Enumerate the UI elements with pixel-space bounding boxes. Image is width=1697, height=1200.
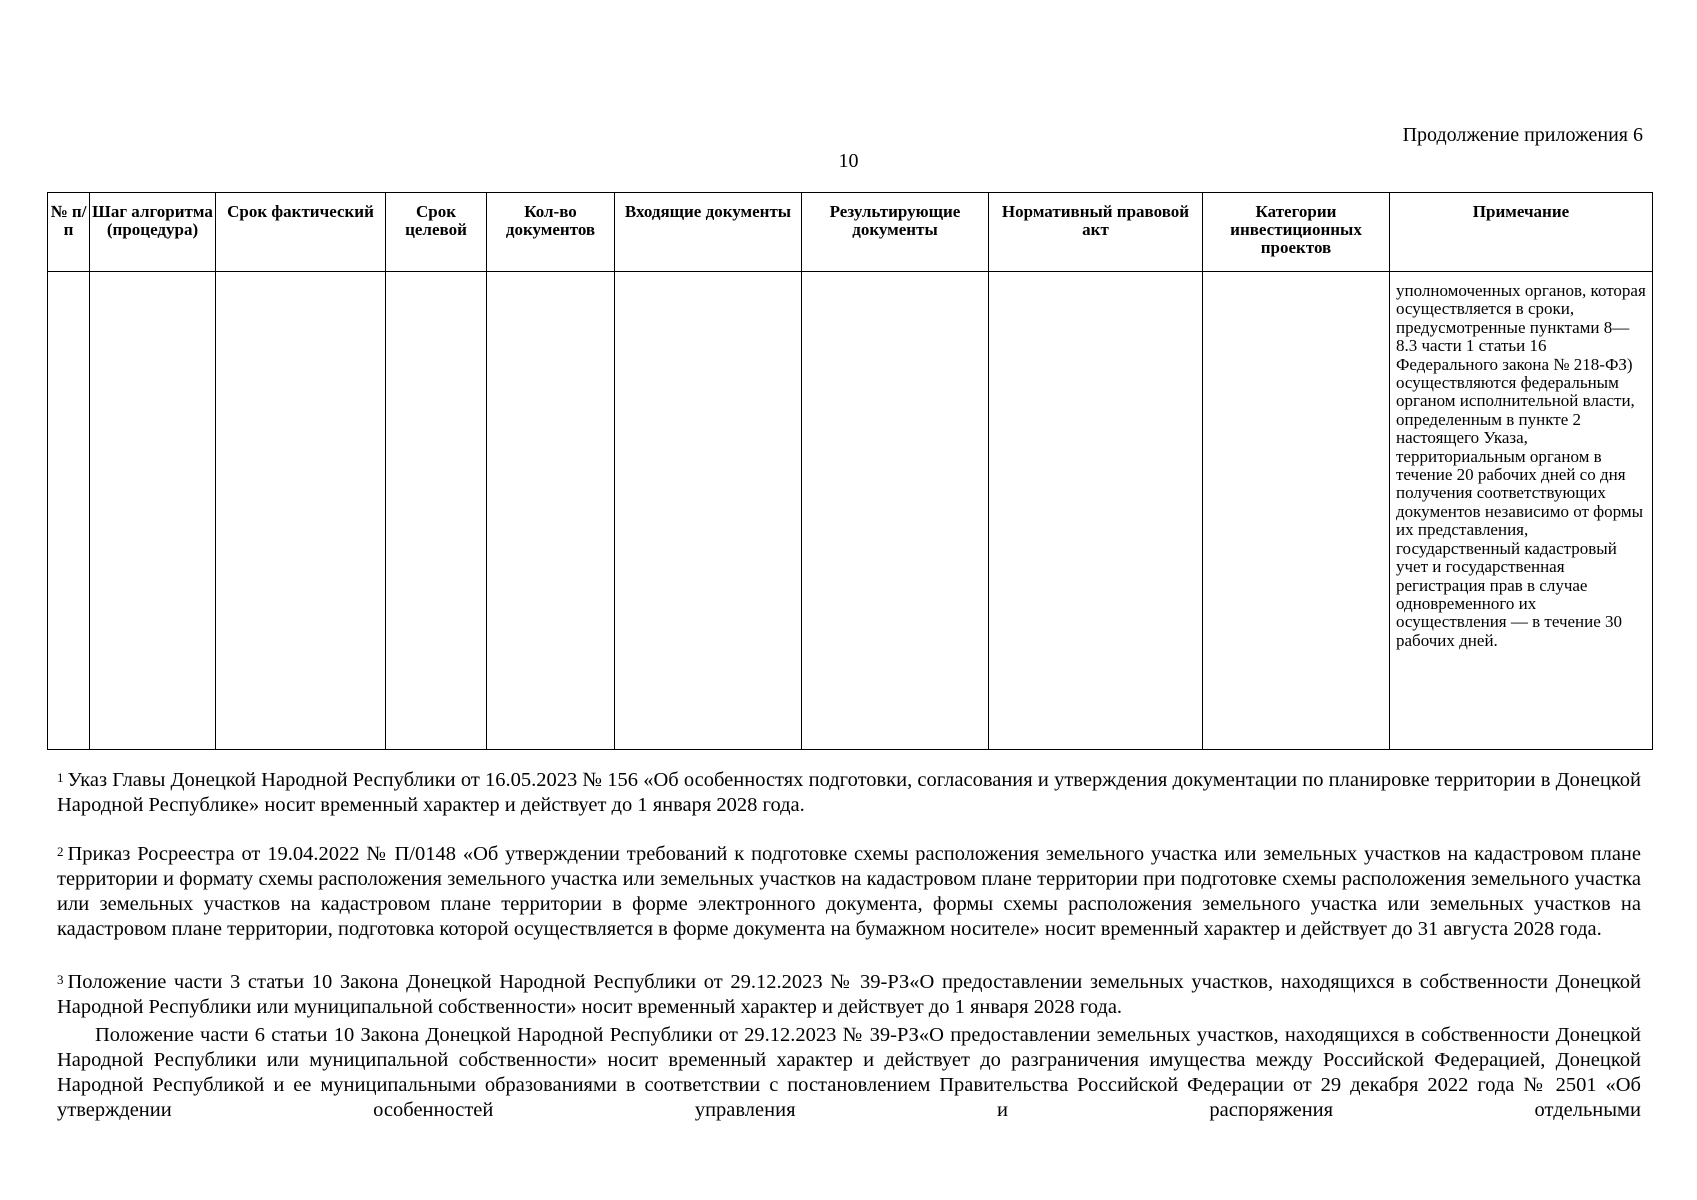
appendix-label: Продолжение приложения 6 [1402, 124, 1643, 146]
column-header-actual-term: Срок фактический [216, 193, 386, 272]
cell-actual-term [216, 272, 386, 750]
cell-note: уполномоченных органов, которая осуществляется в сроки, предусмотренные пунктами 8—8.3 части 1 статьи 16 Федерального закона № 218-ФЗ) осуществляются федеральным органом исполнительной власти, определенным в пункте 2 настоящего Указа, территориальным органом в течение 20 рабочих дней со дня получения соответствующих документов независимо от формы их представления, государственный кадастровый учет и государственная регистрация прав в случае одновременного их осуществления — в течение 30 рабочих дней. [1390, 272, 1653, 750]
cell-resulting-documents [802, 272, 989, 750]
footnote-text: Положение части 3 статьи 10 Закона Донецкой Народной Республики от 29.12.2023 № 39-РЗ«О предоставлении земельных участков, находящихся в собственности Донецкой Народной Республики или муниципальной собственности» носит временный характер и действует до 1 января 2028 года. [57, 971, 1641, 1018]
table-header-row [48, 193, 1653, 272]
table-row [48, 272, 1653, 750]
column-header-document-count: Кол-во документов [487, 193, 615, 272]
footnote-text: Указ Главы Донецкой Народной Республики от 16.05.2023 № 156 «Об особенностях подготовки, согласования и утверждения документации по планировке территории в Донецкой Народной Республике» носит временный характер и действует до 1 января 2028 года. [57, 769, 1641, 816]
footnote-1 [57, 768, 1641, 818]
footnote-mark: 3 [57, 972, 64, 987]
footnote-mark: 2 [57, 844, 64, 859]
cell-target-term [386, 272, 487, 750]
cell-incoming-documents [615, 272, 802, 750]
column-header-legal-act: Нормативный правовой акт [989, 193, 1203, 272]
footnote-text: Приказ Росреестра от 19.04.2022 № П/0148 «Об утверждении требований к подготовке схемы расположения земельного участка или земельных участков на кадастровом плане территории и формату схемы расположения земельного участка или земельных участков на кадастровом плане территории при подготовке схемы расположения земельного участка или земельных участков на кадастровом плане территории в форме электронного документа, формы схемы расположения земельного участка или земельных участков на кадастровом плане территории, подготовка которой осуществляется в форме документа на бумажном носителе» носит временный характер и действует до 31 августа 2028 года. [57, 843, 1641, 940]
cell-legal-act [989, 272, 1203, 750]
column-header-project-categories: Категории инвестиционных проектов [1203, 193, 1390, 272]
column-header-note: Примечание [1390, 193, 1653, 272]
procedure-table [47, 192, 1653, 750]
footnote-3-continuation: Положение части 6 статьи 10 Закона Донецкой Народной Республики от 29.12.2023 № 39-РЗ«О предоставлении земельных участков, находящихся в собственности Донецкой Народной Республики или муниципальной собственности» носит временный характер и действует до разграничения имущества между Российской Федерацией, Донецкой Народной Республикой и ее муниципальными образованиями в соответствии с постановлением Правительства Российской Федерации от 29 декабря 2022 года № 2501 «Об утверждении особенностей управления и распоряжения отдельными [57, 1024, 1641, 1121]
cell-number [48, 272, 90, 750]
footnote-mark: 1 [57, 770, 64, 785]
page-number: 10 [838, 150, 859, 172]
column-header-target-term: Срок целевой [386, 193, 487, 272]
column-header-resulting-documents: Результирующие документы [802, 193, 989, 272]
footnote-2 [57, 842, 1641, 942]
column-header-number: № п/п [48, 193, 90, 272]
cell-document-count [487, 272, 615, 750]
cell-project-categories [1203, 272, 1390, 750]
footnote-3 [57, 970, 1641, 1020]
cell-step [90, 272, 216, 750]
column-header-step: Шаг алгоритма (процедура) [90, 193, 216, 272]
column-header-incoming-documents: Входящие документы [615, 193, 802, 272]
footnotes [57, 768, 1641, 1123]
